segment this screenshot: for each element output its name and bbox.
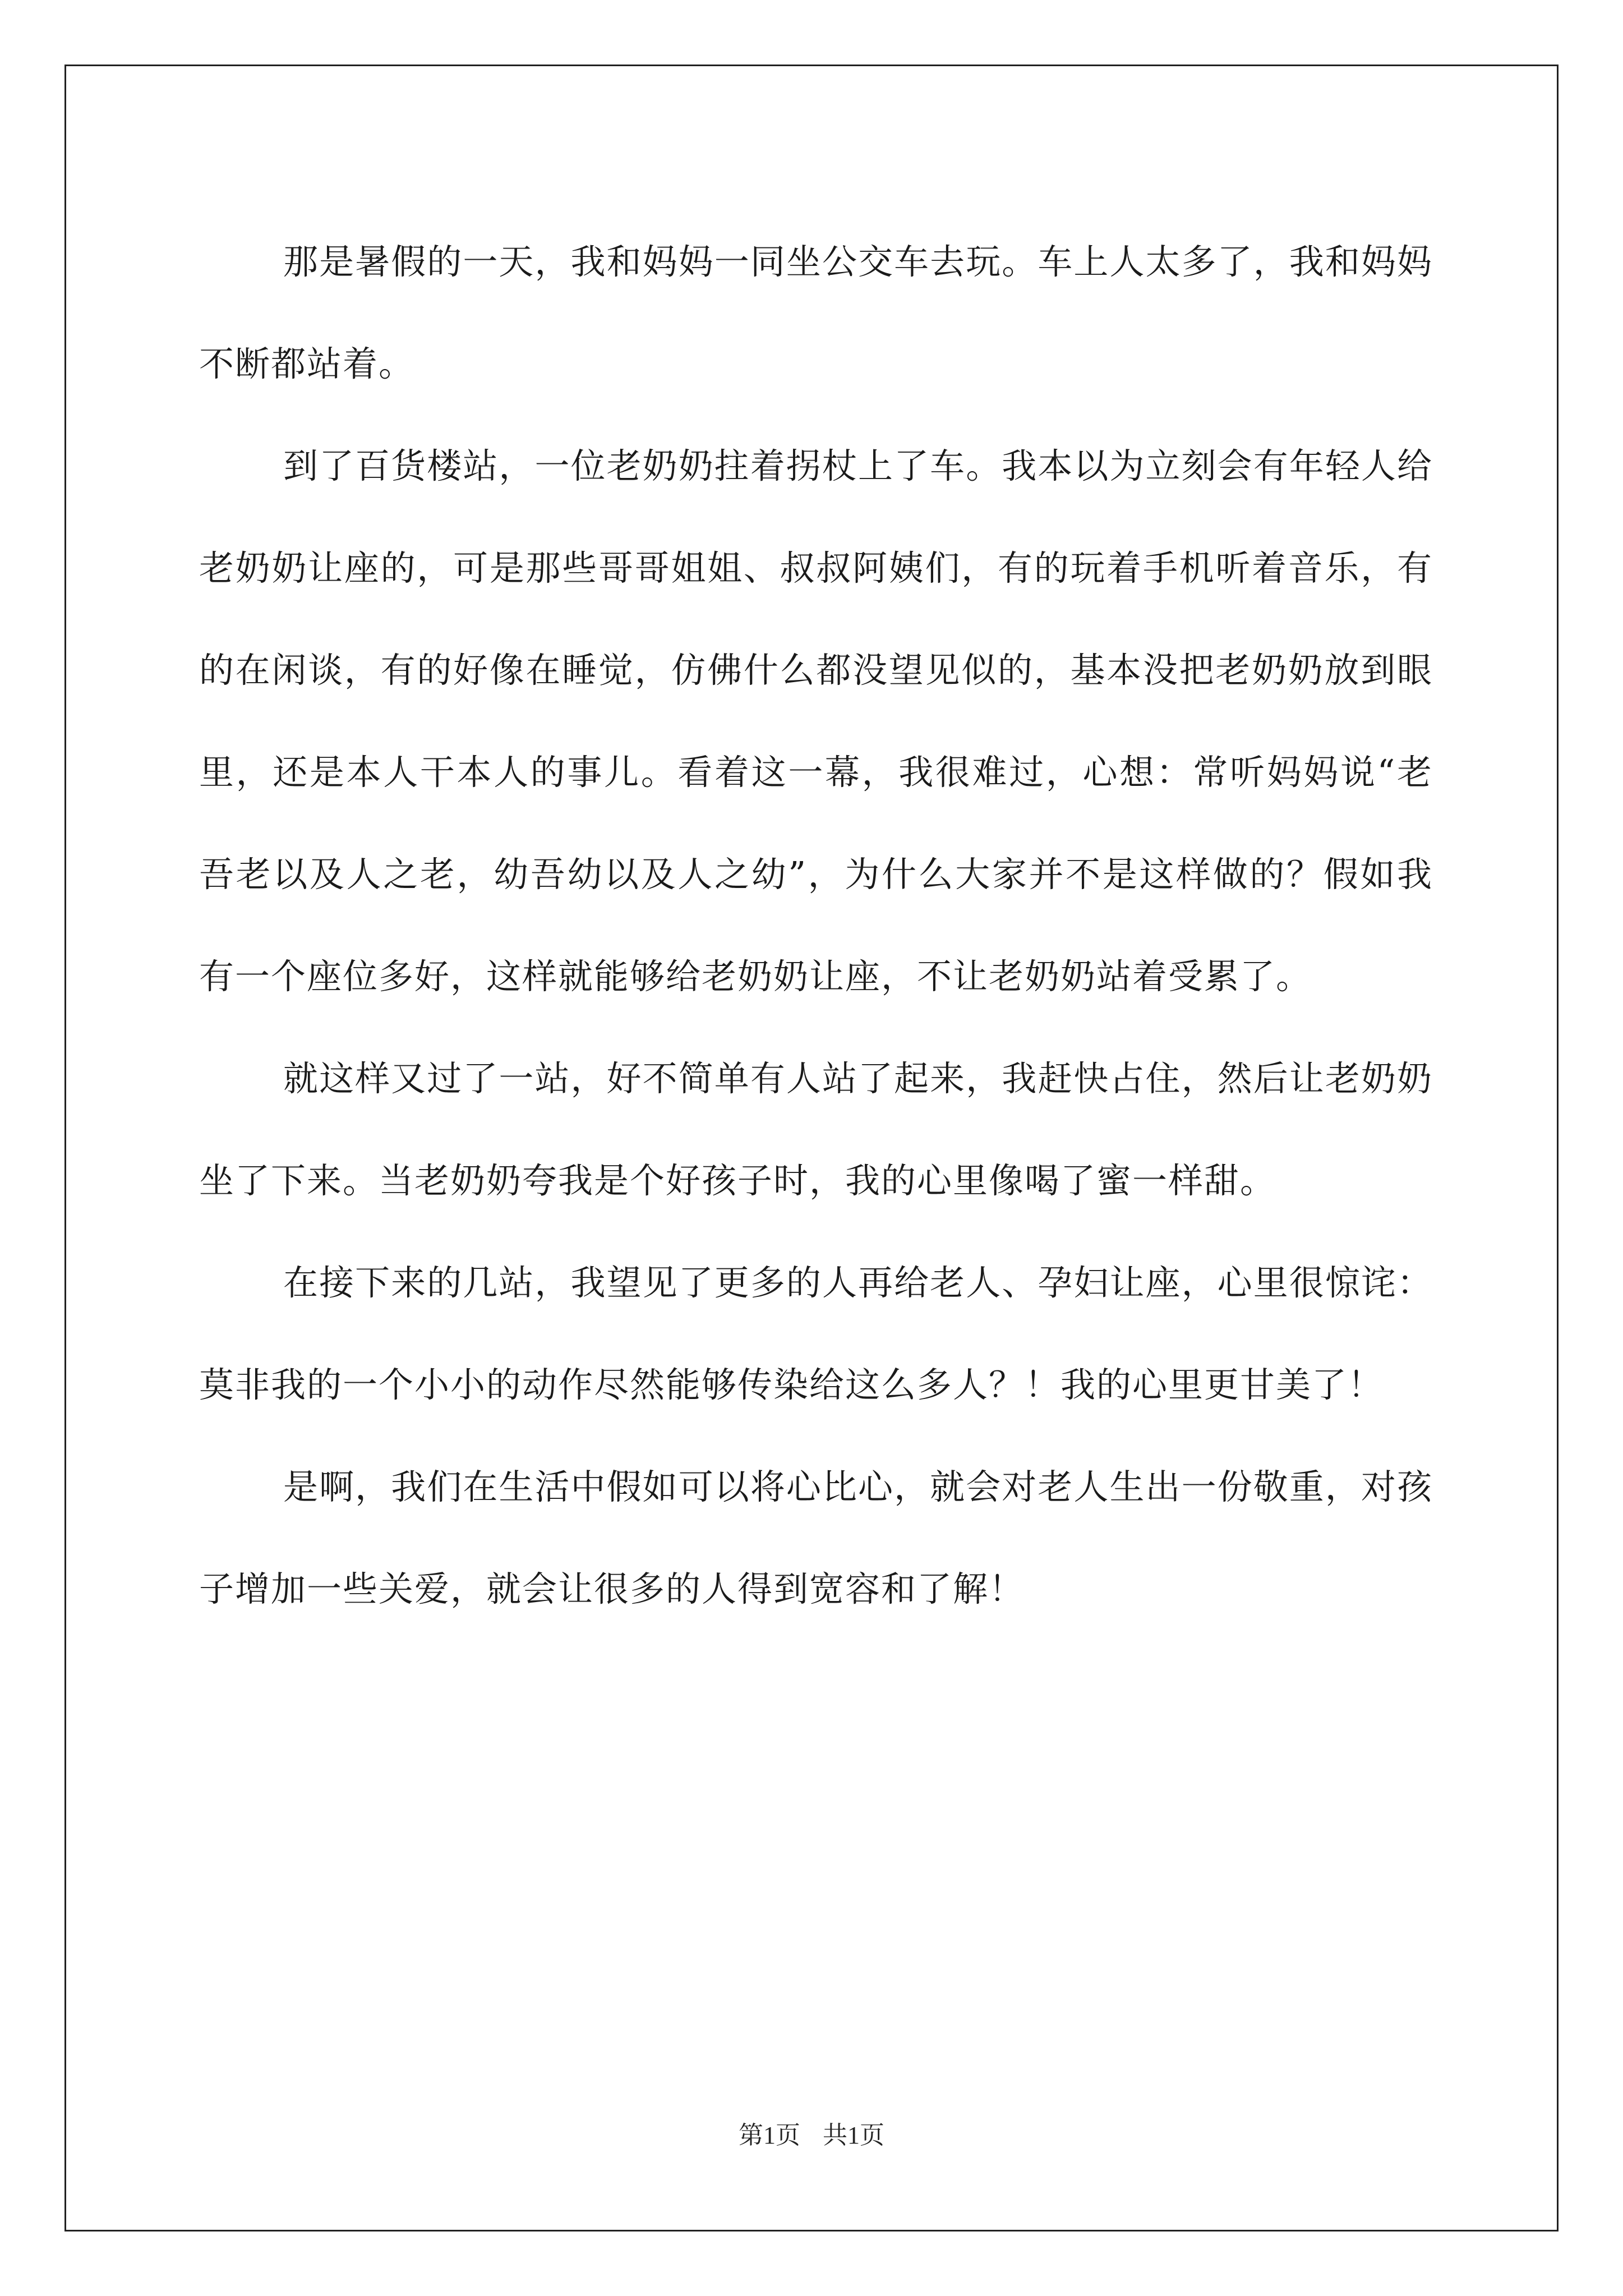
paragraph-2: 到了百货楼站，一位老奶奶拄着拐杖上了车。我本以为立刻会有年轻人给老奶奶让座的，可是那些哥哥姐姐、叔叔阿姨们，有的玩着手机听着音乐，有的在闲谈，有的好像在睡觉，仿佛什么都没望见似的，基本没把老奶奶放到眼里，还是本人干本人的事儿。看着这一幕，我很难过，心想：常听妈妈说“老吾老以及人之老，幼吾幼以及人之幼”，为什么大家并不是这样做的？假如我有一个座位多好，这样就能够给老奶奶让座，不让老奶奶站着受累了。	[199, 445, 1433, 997]
paragraph-5: 是啊，我们在生活中假如可以将心比心，就会对老人生出一份敬重，对孩子增加一些关爱，就会让很多的人得到宽容和了解！	[199, 1466, 1433, 1609]
document-body	[199, 211, 1433, 1640]
page-total: 共1页	[823, 2122, 884, 2149]
paragraph-1: 那是暑假的一天，我和妈妈一同坐公交车去玩。车上人太多了，我和妈妈不断都站着。	[199, 241, 1433, 384]
paragraph-3: 就这样又过了一站，好不简单有人站了起来，我赶快占住，然后让老奶奶坐了下来。当老奶奶夸我是个好孩子时，我的心里像喝了蜜一样甜。	[199, 1058, 1433, 1201]
page-number: 第1页	[739, 2122, 800, 2149]
paragraph-4: 在接下来的几站，我望见了更多的人再给老人、孕妇让座，心里很惊诧：莫非我的一个小小的动作尽然能够传染给这么多人？！我的心里更甘美了！	[199, 1262, 1433, 1405]
page-footer	[0, 2115, 1623, 2151]
